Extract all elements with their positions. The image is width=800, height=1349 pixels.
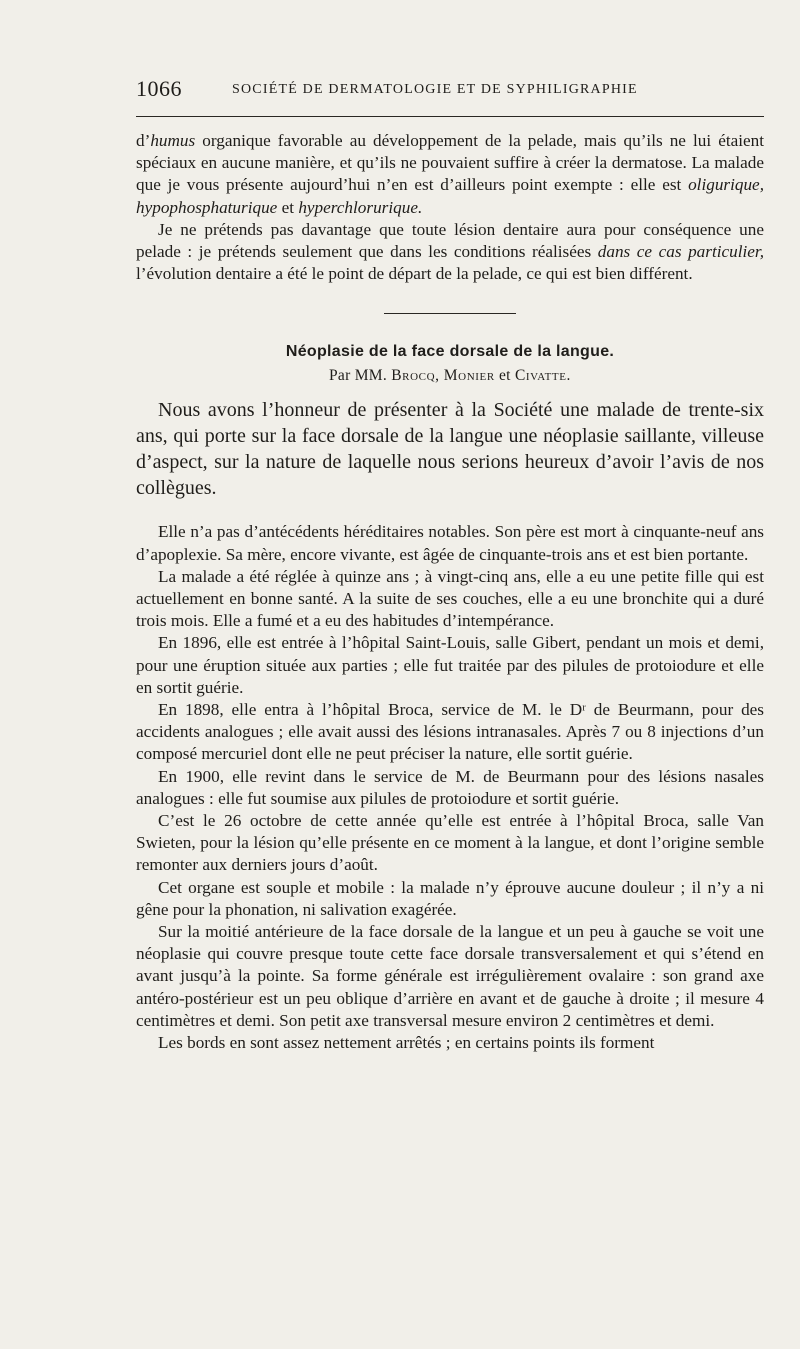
paragraph: Elle n’a pas d’antécédents héréditaires notables. Son père est mort à cinquante-neuf ans d’apoplexie. Sa mère, encore vivante, est âgée de cinquante-trois ans et est bien portante.: [136, 522, 764, 564]
paragraph: Sur la moitié antérieure de la face dorsale de la langue et un peu à gauche se voit une néoplasie qui couvre presque toute cette face dorsale transversalement et qui s’étend en avant jusqu’à la pointe. Sa forme générale est irrégulièrement ovalaire : son grand axe antéro-postérieur est un peu oblique d’arrière en avant et de gauche à droite ; il mesure 4 centimètres et demi. Son petit axe transversal mesure environ 2 centimètres et demi.: [136, 922, 764, 1030]
authors-prefix: Par MM.: [328, 367, 392, 385]
paragraph: En 1898, elle entra à l’hôpital Broca, service de M. le Dʳ de Beurmann, pour des accidents analogues ; elle avait aussi des lésions intranasales. Après 7 ou 8 injections d’un composé mercuriel dont elle ne peut préciser la nature, elle sortit guérie.: [136, 700, 764, 764]
header-rule: [136, 116, 764, 117]
italic-run: humus: [150, 131, 196, 150]
italic-run: hyperchlorurique.: [298, 197, 423, 217]
running-head: [136, 76, 764, 106]
article-title: Néoplasie de la face dorsale de la langue.: [285, 343, 615, 361]
authors-join: et: [494, 367, 515, 385]
text-run: d’: [136, 131, 151, 150]
paragraph: En 1900, elle revint dans le service de M. de Beurmann pour des lésions nasales analogues : elle fut soumise aux pilules de protoiodure et sortit guérie.: [136, 766, 764, 808]
paragraph: En 1896, elle est entrée à l’hôpital Saint-Louis, salle Gibert, pendant un mois et demi, pour une éruption située aux parties ; elle fut traitée par des pilules de protoiodure et elle en sortit guérie.: [136, 633, 764, 697]
page-body: [136, 130, 764, 1054]
italic-run: dans ce cas particulier,: [597, 242, 764, 262]
paragraph: [136, 219, 764, 286]
text-run: organique favorable au développement de la pelade, mais qu’ils ne lui étaient spéciaux en aucune manière, et qu’ils ne pouvaient suffire à créer la dermatose. La malade que je vous présente aujourd’hui n’en est d’ailleurs point exempte : elle est: [136, 131, 764, 195]
author-name: Brocq,: [391, 367, 440, 385]
paragraph: Cet organe est souple et mobile : la malade n’y éprouve aucune douleur ; il n’y a ni gêne pour la phonation, ni salivation exagérée.: [136, 877, 764, 919]
running-title: SOCIÉTÉ DE DERMATOLOGIE ET DE SYPHILIGRAPHIE: [232, 82, 638, 97]
continued-paragraph: [136, 130, 764, 219]
text-run: Je ne prétends pas davantage que toute lésion dentaire aura pour conséquence une pelade : je prétends seulement que dans les conditions réalisées: [136, 219, 764, 262]
article-authors: [136, 367, 764, 385]
paragraph: Les bords en sont assez nettement arrêtés ; en certains points ils forment: [158, 1033, 655, 1053]
paragraph: La malade a été réglée à quinze ans ; à vingt-cinq ans, elle a eu une petite fille qui est actuellement en bonne santé. A la suite de ses couches, elle a eu une bronchite qui a duré trois mois. Elle a fumé et a eu des habitudes d’intempérance.: [136, 566, 764, 631]
section-separator: [384, 313, 516, 314]
lead-paragraph: [136, 397, 764, 501]
paragraph: C’est le 26 octobre de cette année qu’elle est entrée à l’hôpital Broca, salle Van Swieten, pour la lésion qu’elle présente en ce moment à la langue, et dont l’origine semble remonter aux derniers jours d’août.: [136, 811, 764, 875]
text-run: l’évolution dentaire a été le point de départ de la pelade, ce qui est bien différent.: [136, 264, 693, 284]
page-number: 1066: [136, 76, 182, 101]
lead-text: Nous avons l’honneur de présenter à la Société une malade de trente-six ans, qui porte sur la face dorsale de la langue une néoplasie saillante, villeuse d’aspect, sur la nature de laquelle nous serions heureux d’avoir l’avis de nos collègues.: [136, 399, 764, 500]
italic-run: oligurique, hypophosphaturique: [136, 175, 764, 217]
text-run: et: [277, 197, 299, 217]
author-name: Monier: [443, 367, 495, 385]
author-name: Civatte.: [514, 367, 572, 385]
